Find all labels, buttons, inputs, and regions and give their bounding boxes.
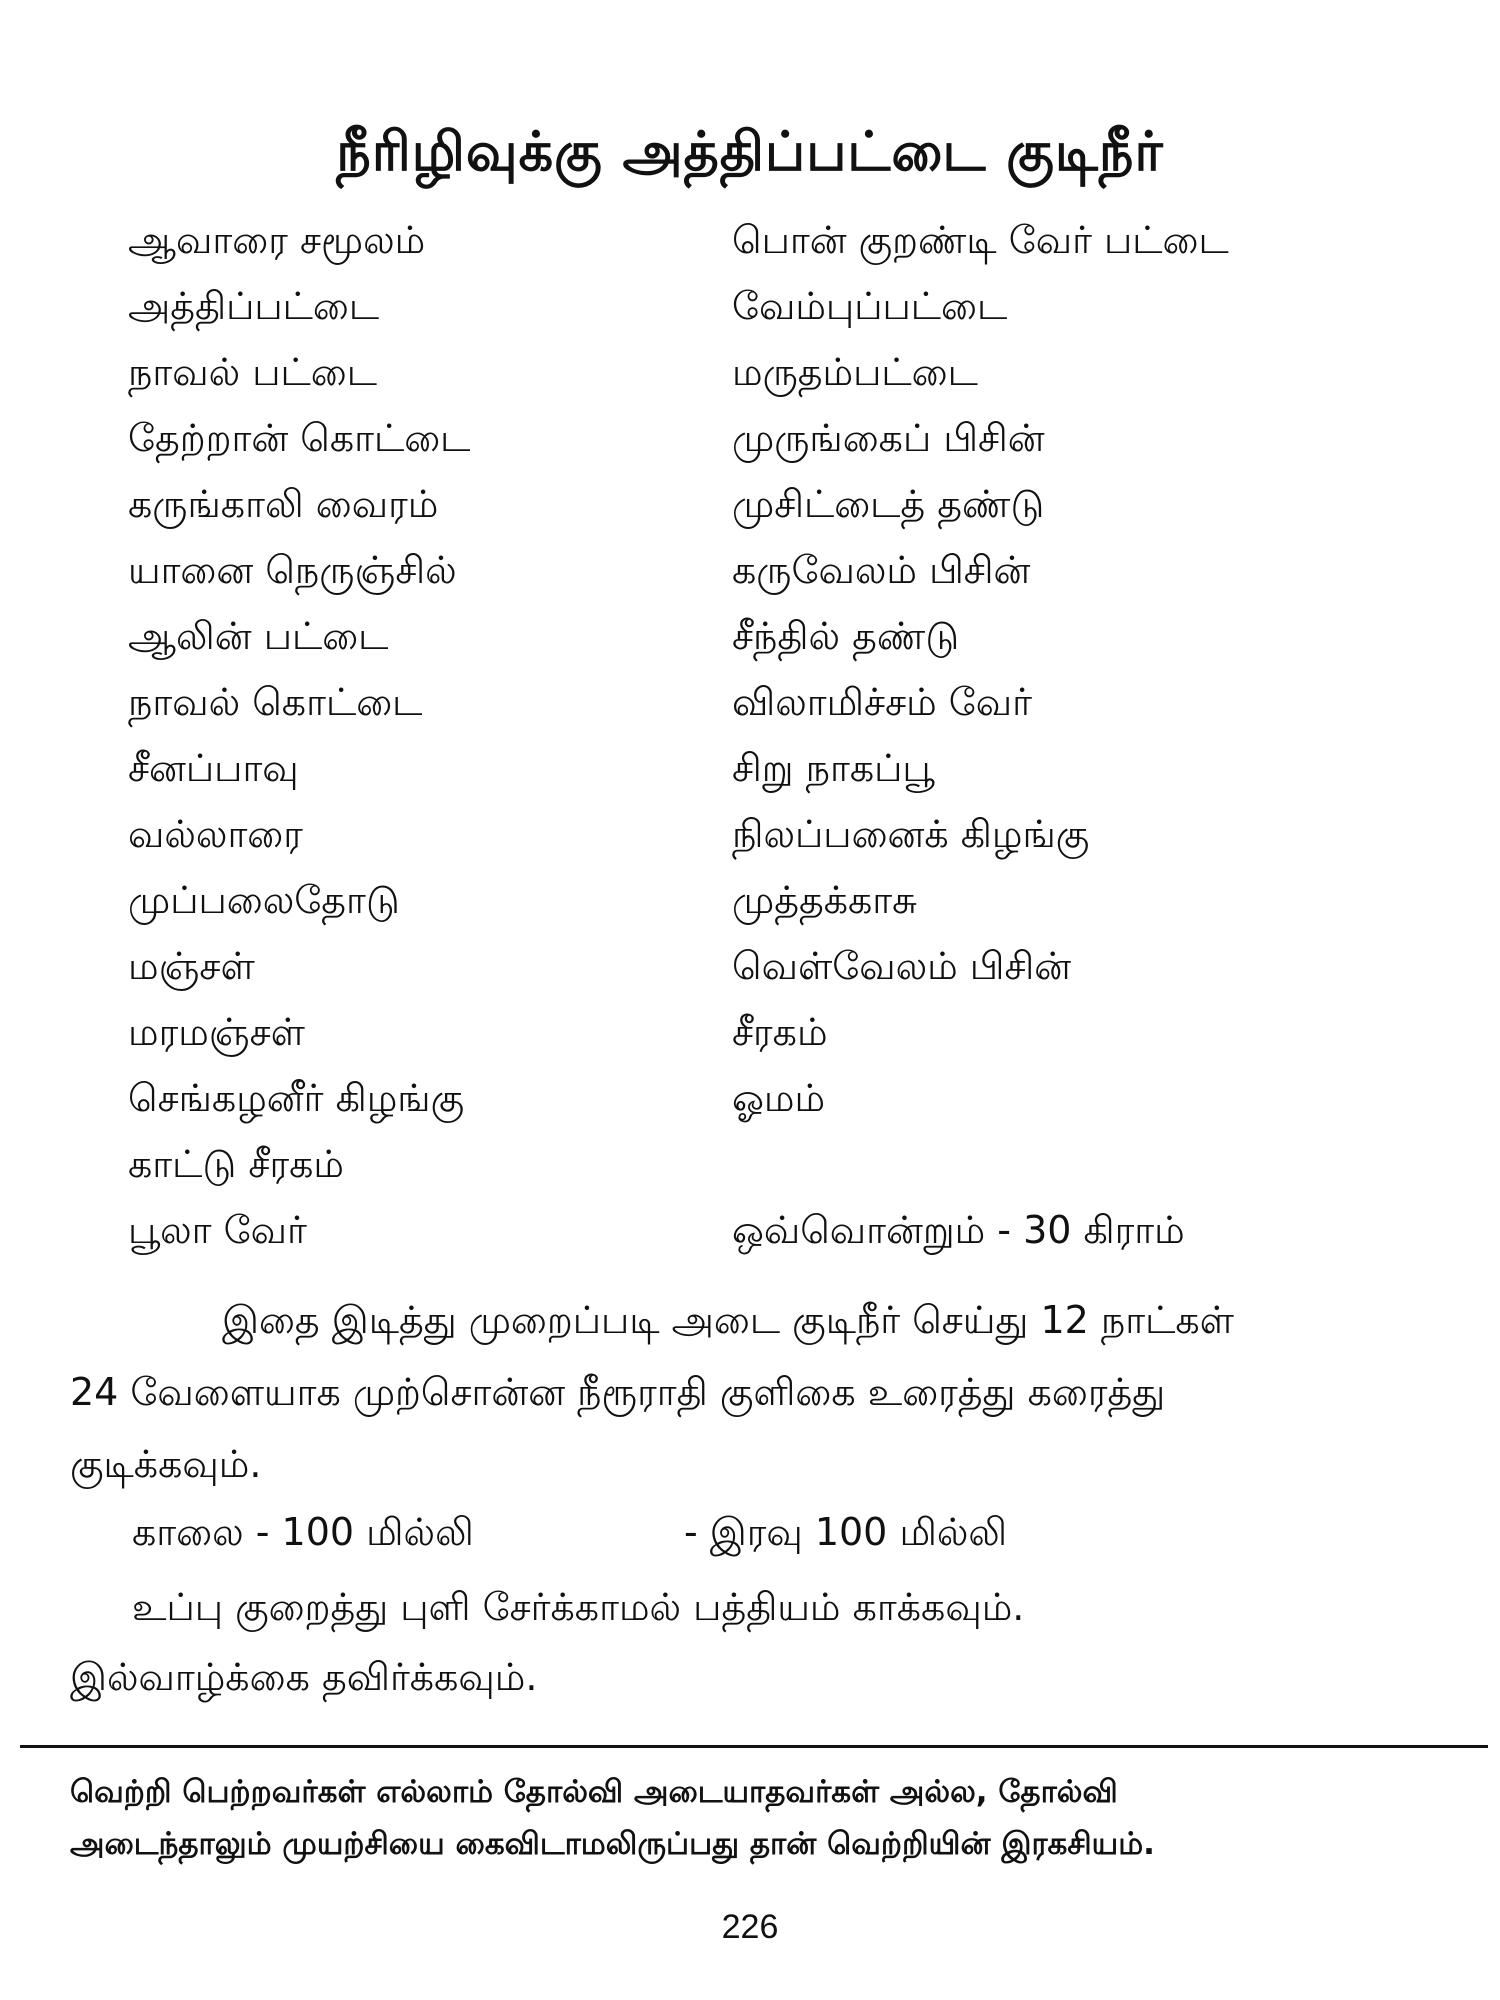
instructions-line: குடிக்கவும். bbox=[70, 1442, 262, 1486]
instructions-line: 24 வேளையாக முற்சொன்ன நீரூராதி குளிகை உரைத்து கரைத்து bbox=[70, 1370, 1166, 1414]
ingredient-row bbox=[0, 812, 1500, 878]
ingredient-right: நிலப்பனைக் கிழங்கு bbox=[732, 812, 1090, 856]
ingredient-left: சீனப்பாவு bbox=[128, 746, 299, 790]
ingredient-right: மருதம்பட்டை bbox=[732, 350, 978, 394]
ingredient-row bbox=[0, 944, 1500, 1010]
ingredient-row bbox=[0, 350, 1500, 416]
ingredient-left: பூலா வேர் bbox=[128, 1208, 307, 1252]
ingredient-right: முத்தக்காசு bbox=[732, 878, 917, 922]
ingredient-row bbox=[0, 482, 1500, 548]
ingredient-left: தேற்றான் கொட்டை bbox=[128, 416, 471, 460]
divider bbox=[20, 1745, 1488, 1748]
ingredient-right: முசிட்டைத் தண்டு bbox=[732, 482, 1045, 526]
ingredient-left: மஞ்சள் bbox=[128, 944, 255, 988]
ingredient-right: பொன் குறண்டி வேர் பட்டை bbox=[732, 218, 1229, 262]
ingredient-left: ஆலின் பட்டை bbox=[128, 614, 389, 658]
ingredient-right: ஓமம் bbox=[732, 1076, 826, 1120]
dosage-night: - இரவு 100 மில்லி bbox=[684, 1510, 1008, 1554]
diet-instruction: உப்பு குறைத்து புளி சேர்க்காமல் பத்தியம் காக்கவும். bbox=[132, 1585, 1025, 1629]
motivational-quote-line: அடைந்தாலும் முயற்சியை கைவிடாமலிருப்பது தான் வெற்றியின் இரகசியம். bbox=[70, 1826, 1155, 1862]
ingredient-left: நாவல் கொட்டை bbox=[128, 680, 423, 724]
recipe-title: நீரிழிவுக்கு அத்திப்பட்டை குடிநீர் bbox=[336, 120, 1164, 183]
ingredient-right: ஒவ்வொன்றும் - 30 கிராம் bbox=[732, 1208, 1185, 1252]
ingredient-right: சிறு நாகப்பூ bbox=[732, 746, 935, 790]
ingredient-left: செங்கழனீர் கிழங்கு bbox=[128, 1076, 465, 1120]
ingredient-row bbox=[0, 1208, 1500, 1274]
ingredient-left: காட்டு சீரகம் bbox=[128, 1142, 344, 1186]
diet-instruction: இல்வாழ்க்கை தவிர்க்கவும். bbox=[70, 1655, 538, 1699]
ingredient-row bbox=[0, 614, 1500, 680]
instructions-line: இதை இடித்து முறைப்படி அடை குடிநீர் செய்து 12 நாட்கள் bbox=[222, 1298, 1234, 1342]
motivational-quote-line: வெற்றி பெற்றவர்கள் எல்லாம் தோல்வி அடையாதவர்கள் அல்ல, தோல்வி bbox=[70, 1774, 1118, 1810]
ingredient-right: சீரகம் bbox=[732, 1010, 828, 1054]
page-number: 226 bbox=[721, 1908, 779, 1946]
ingredient-row bbox=[0, 548, 1500, 614]
ingredient-left: வல்லாரை bbox=[128, 812, 303, 856]
ingredient-left: ஆவாரை சமூலம் bbox=[128, 218, 426, 262]
ingredient-row bbox=[0, 746, 1500, 812]
ingredient-right: முருங்கைப் பிசின் bbox=[732, 416, 1045, 460]
ingredient-row bbox=[0, 1076, 1500, 1142]
ingredient-row bbox=[0, 878, 1500, 944]
ingredient-right: வேம்புப்பட்டை bbox=[732, 284, 1008, 328]
ingredient-row bbox=[0, 284, 1500, 350]
dosage-morning: காலை - 100 மில்லி bbox=[132, 1510, 474, 1554]
ingredient-row bbox=[0, 416, 1500, 482]
ingredient-right: விலாமிச்சம் வேர் bbox=[732, 680, 1032, 724]
ingredient-row bbox=[0, 218, 1500, 284]
ingredient-left: அத்திப்பட்டை bbox=[128, 284, 380, 328]
ingredient-left: நாவல் பட்டை bbox=[128, 350, 377, 394]
ingredient-right: சீந்தில் தண்டு bbox=[732, 614, 960, 658]
ingredient-left: யானை நெருஞ்சில் bbox=[128, 548, 457, 592]
ingredient-row bbox=[0, 680, 1500, 746]
ingredient-left: மரமஞ்சள் bbox=[128, 1010, 305, 1054]
ingredient-right: வெள்வேலம் பிசின் bbox=[732, 944, 1072, 988]
ingredient-left: முப்பலைதோடு bbox=[128, 878, 400, 922]
ingredient-row bbox=[0, 1142, 1500, 1208]
ingredient-row bbox=[0, 1010, 1500, 1076]
ingredient-right: கருவேலம் பிசின் bbox=[732, 548, 1031, 592]
ingredient-left: கருங்காலி வைரம் bbox=[128, 482, 439, 526]
